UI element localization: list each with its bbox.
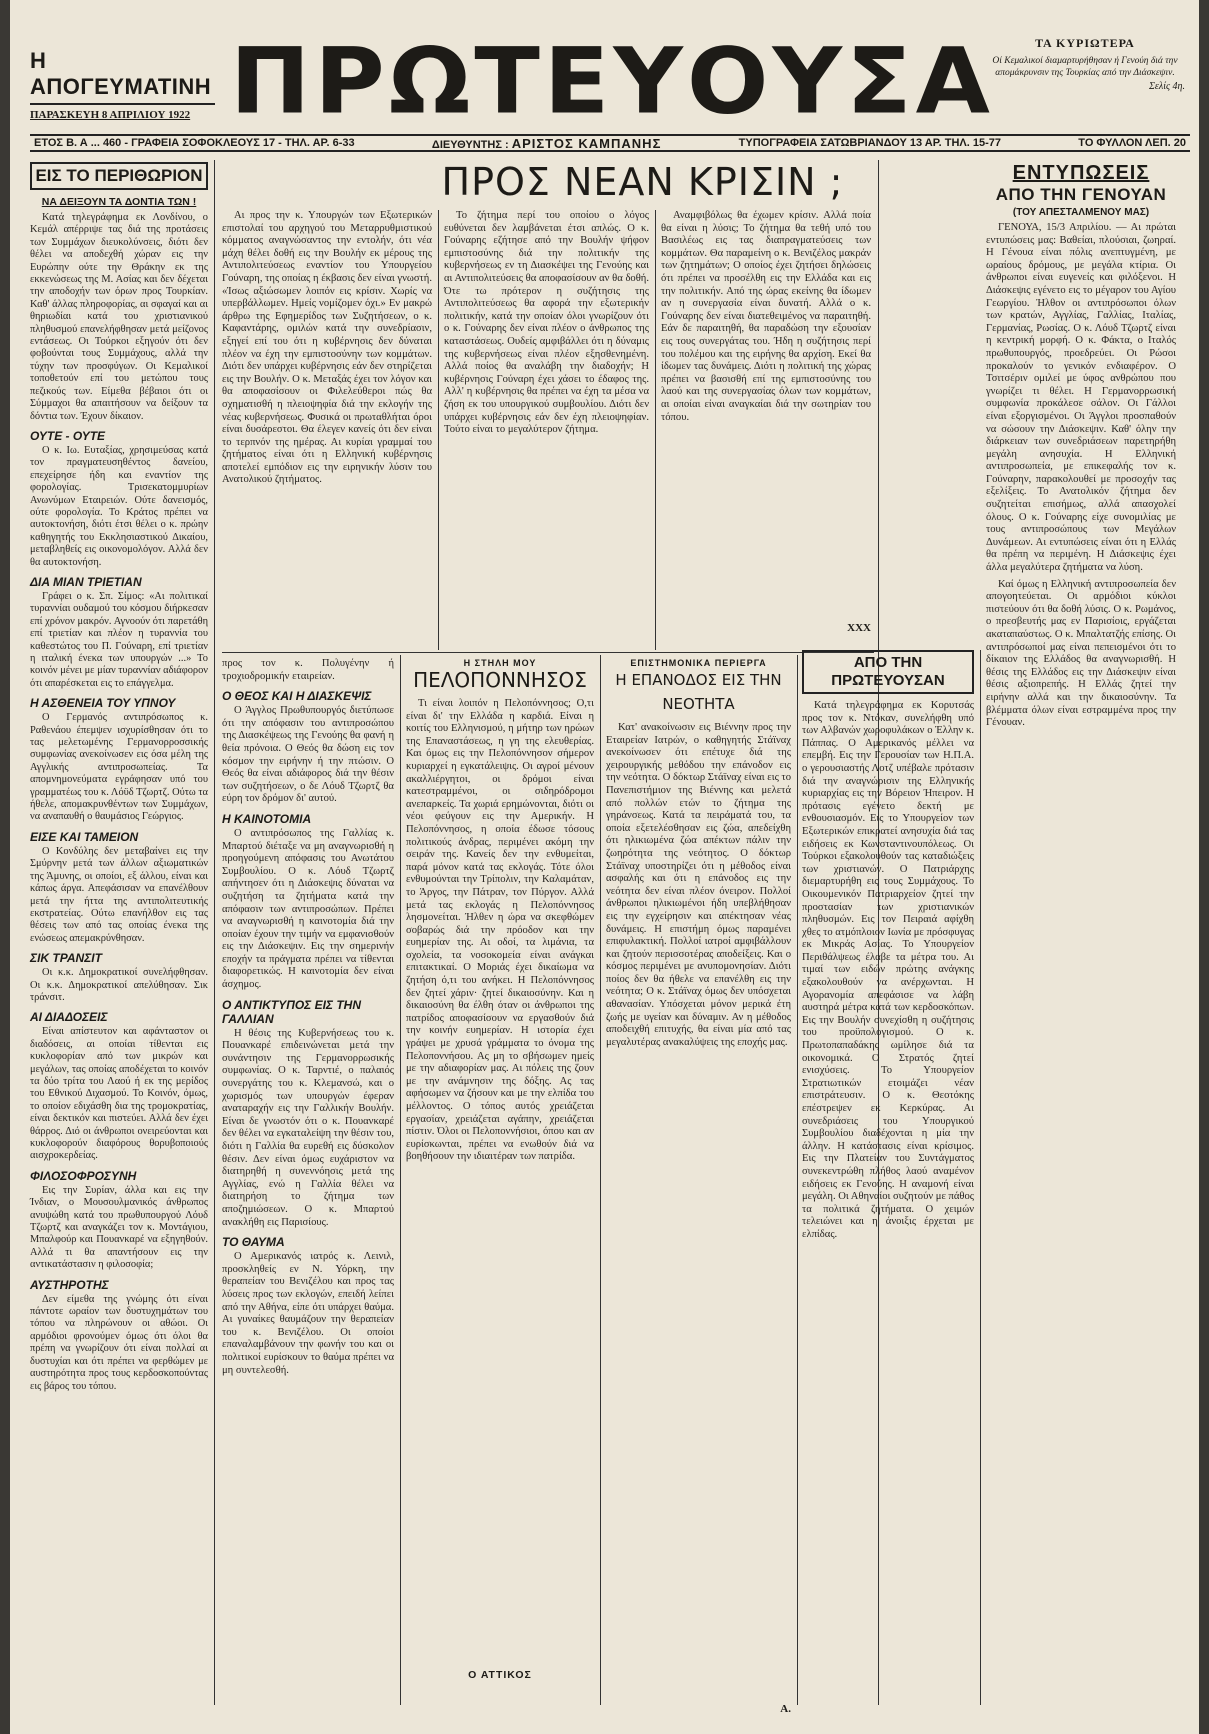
lower-item-2: Ο αντιπρόσωπος της Γαλλίας κ. Μπαρτού διέταξε να μη αναγνωρισθή η προηγούμενη απόφασις του Ανωτάτου Συμβουλίου. Ο κ. Λόυδ Τζωρτζ απήντησεν ότι η Διάσκεψις δύναται να συζητήση τα ζητήματα κατά την απόφασιν των αντιπροσώπων. Πρέπει να αναγνωρισθή η καινοτομία διά την οποίαν έχουν την τιμήν να εμφανισθούν εις την Διάσκεψιν. Εις την σημερινήν εποχήν τα πράγματα πρέπει να τίθενται διαφορετικώς. Η καινοτομία δεν είναι άσχημος. [222,827,394,991]
margin-column [30,162,208,1702]
margin-heading-4: Η ΑΣΘΕΝΕΙΑ ΤΟΥ ΥΠΝΟΥ [30,696,176,711]
impressions-text: ΓΕΝΟΥΑ, 15/3 Απριλίου. — Αι πρώται εντυπώσεις μας: Βαθείαι, πλούσιαι, ζωηραί. Η Γένουα είναι πόλις ανεπτυγμένη, με ωραίους δρόμους, με μεγάλα κτίρια. Οι άνθρωποι είναι ευγενείς και φιλόξενοι. Η Διάσκεψις εγένετο εις το μέγαρον του Αγίου Γεωργίου. Ήλθον οι αντιπρόσωποι όλων των κρατών, Αγγλίας, Γαλλίας, Ιταλίας, Γερμανίας, Ρωσίας. Ο κ. Λόυδ Τζωρτζ είναι η κεντρική μορφή. Ο κ. Φάκτα, ο Ιταλός πρωθυπουργός, προεδρεύει. Οι Ρώσοι προκαλούν το γενικόν ενδιαφέρον. Ο Τσιτσέριν ομιλεί με ύφος ανθρώπου που γνωρίζει τι θέλει. Η Γερμανορρωσική συμφωνία προκάλεσε σάλον. Οι Γάλλοι είναι εξοργισμένοι. Οι Άγγλοι προσπαθούν να σώσουν την Διάσκεψιν. Καθ' όλην την διάρκειαν των συνεδριάσεων παρετηρήθη μεγάλη ανησυχία. Η Ελληνική αντιπροσωπεία, με επικεφαλής τον κ. Γούναρην, παρακολουθεί με προσοχήν τας εξελίξεις. Το Ανατολικόν ζήτημα δεν συζητείται επισήμως, αλλά απασχολεί όλους. Ο κ. Γούναρης είχε συνομιλίας με τους αντιπροσώπους των Μεγάλων Δυνάμεων. Αι εντυπώσεις είναι ότι η Ελλάς θα πρέπη να περιμένη. Η Διάσκεψις έχει άλλα μεγαλύτερα ζητήματα να λύση. [986,222,1176,574]
lower-item-1: Ο Άγγλος Πρωθυπουργός διετύπωσε ότι την απόφασιν του αντιπροσώπου της Διασκέψεως της Γενούης θα φανή η θεία πρόνοια. Ο Θεός θα δώση εις τον κόσμον την ειρήνην ή την πτώσιν. Ο Θεός θα είναι αδιάφορος διά την θέσιν των συζητήσεων, ο δε Λόυδ Τζωρτζ θα εύρη τον δρόμον δι' αυτού. [222,705,394,805]
right-scan-border [1199,0,1209,1734]
column-rule [438,210,439,650]
margin-heading-8: ΦΙΛΟΣΟΦΡΟΣΥΝΗ [30,1168,137,1183]
latest-news-heading: ΤΑ ΚΥΡΙΩΤΕΡΑ [1035,36,1135,50]
lower-lead: προς τον κ. Πολυγένην ή τροχιοδρομικήν εταιρείαν. [222,658,394,682]
youth-title: Η ΕΠΑΝΟΔΟΣ ΕΙΣ ΤΗΝ ΝΕΟΤΗΤΑ [615,671,782,713]
column-rule [980,650,981,1705]
newspaper-title: ΠΡΩΤΕΥΟΥΣΑ [230,27,994,135]
lower-heading-1: Ο ΘΕΟΣ ΚΑΙ Η ΔΙΑΣΚΕΨΙΣ [222,689,372,704]
column-rule [600,655,601,1705]
column-rule [400,655,401,1705]
peloponnisos-text: Τι είναι λοιπόν η Πελοπόννησος; Ο,τι είναι δι' την Ελλάδα η καρδιά. Είναι η κοιτίς του Ελληνισμού, η μήτηρ των ηρώων της Επαναστάσεως, η γη της ελευθερίας. Και όμως εις την Πελοπόννησον σήμερον κυριαρχεί η εγκατάλειψις. Οι αγροί μένουν ακαλλιέργητοι, οι δρόμοι είναι κατεστραμμένοι, οι σιδηρόδρομοι ανεπαρκείς. Τα χωριά ερημώνονται, διότι οι νέοι φεύγουν εις την Αμερικήν. Η Πελοπόννησος, η οποία έδωσε τόσους πολιτικούς άνδρας, περιμένει ακόμη την σειράν της. Κανείς δεν την ενθυμείται, παρά μόνον κατά τας εκλογάς. Τότε όλοι ενθυμούνται την Τρίπολιν, την Καλαμάταν, το Άργος, την Πάτραν, τον Πύργον. Αλλά μετά τας εκλογάς η Πελοπόννησος λησμονείται. Ήλθεν η ώρα να σκεφθώμεν σοβαρώς διά την πρόοδον και την ευημερίαν της. Αι οδοί, τα λιμάνια, τα σχολεία, τα νοσοκομεία είναι ανάγκαι επιτακτικαί. Ο Μοριάς έχει δικαίωμα να ζητήση ό,τι του ανήκει. Η Πελοπόννησος δεν ζητεί χάριν· ζητεί δικαιοσύνην. Και η δικαιοσύνη θα έλθη όταν οι άνθρωποι της πατρίδος αποφασίσουν να εργασθούν διά την κοινήν ευημερίαν. Η ιστορία έχει γράψει με χρυσά γράμματα το όνομα της Πελοποννήσου. Ας μη το σβήσωμεν ημείς με την αδιαφορίαν μας. Αι πόλεις της ζουν με την ανάμνησιν της δόξης. Ας τας αφήσωμεν να ζήσουν και με την ελπίδα του μέλλοντος. Ο τόπος αυτός χρειάζεται εργασίαν, χρειάζεται αγάπην, χρειάζεται πίστιν. Όλοι οι Πελοποννήσιοι, όπου και αν ευρίσκωνται, πρέπει να ενωθούν διά να βοηθήσουν την ιδιαιτέραν των πατρίδα. [406,698,594,1163]
main-article-signature: ΧΧΧ [847,622,871,634]
edition-block [30,48,215,121]
latest-news-text: Οί Κεμαλικοί διαμαρτυρήθησαν ή Γενούη διά την απομάκρυνσιν της Τουρκίας από την Διάσκεψιν. [992,56,1178,78]
column-rule [797,655,798,1705]
edition-label: Η ΑΠΟΓΕΥΜΑΤΙΝΗ [30,48,215,105]
lower-item-3: Η θέσις της Κυβερνήσεως του κ. Πουανκαρέ επιδεινώνεται μετά την συνάντησιν της Γερμανορρωσικής συμφωνίας. Ο κ. Ταρντιέ, ο παλαιός συνεργάτης του κ. Κλεμανσώ, και ο χωρισμός των υπουργών έφεραν αναταραχήν εις την Γαλλικήν Βουλήν. Είναι δε γνωστόν ότι ο κ. Πουανκαρέ δεν θέλει να εγκαταλείψη την θέσιν του, διότι η Γαλλία θα ευρεθή εις δύσκολον θέσιν. Δεν είναι όμως ευχάριστον να διατηρηθή η συνεννόησις μετά της Αγγλίας, ενώ η Γαλλία θέλει να διατηρήση το ζήτημα των αποζημιώσεων. Ο κ. Μπαρτού ανακλήθη εις Παρισίους. [222,1027,394,1228]
lower-column [222,658,394,1703]
peloponnisos-article [406,658,594,1703]
capital-title: ΑΠΟ ΤΗΝ ΠΡΩΤΕΥΟΥΣΑΝ [802,650,974,694]
info-bar [30,134,1190,152]
margin-item-4: Ο Γερμανός αντιπρόσωπος κ. Ραθενάου έπεμψεν ισχυρίσθησαν ότι το τας μελετωμένης Γερμανορροσσικής συμφωνίας ανεκοίνωσεν εις όσα μέλη της Αγγλικής αντιπροσωπείας. Τα απομνημονεύματα εγράφησαν υπό του γραμματέως του κ. Λόϋδ Τζωρτζ. Ούτω τα ήθελε, απομακρυνθέντων των Συμμάχων, να αναπαυθή ο θαυμάσιος Γεώργιος. [30,712,208,823]
margin-sub: ΝΑ ΔΕΙΞΟΥΝ ΤΑ ΔΟΝΤΙΑ ΤΩΝ ! [41,196,197,208]
impressions-subtitle: ΑΠΟ ΤΗΝ ΓΕΝΟΥΑΝ [995,185,1167,204]
info-left: ΕΤΟΣ Β. Α ... 460 - ΓΡΑΦΕΙΑ ΣΟΦΟΚΛΕΟΥΣ 17 - ΤΗΛ. ΑΡ. 6-33 [34,137,355,149]
impressions-column [986,162,1176,1702]
capital-column [802,650,974,1705]
peloponnisos-title: ΠΕΛΟΠΟΝΝΗΣΟΣ [413,668,587,692]
main-article-part-2: Το ζήτημα περί του οποίου ο λόγος ευθύνεται δεν λαμβάνεται έτσι απλώς. Ο κ. Γούναρης εζήτησε από την Βουλήν ψήφον εμπιστοσύνης διά την πολιτικήν της κυβερνήσεως εν τη Διασκέψει της Γενούης και αι Αντιπολιτεύσεις θα αποφασίσουν αν θα δοθή. Ότε τω πρότερον η συζήτησις της Αντιπολιτεύσεως θα αφορά την εξωτερικήν πολιτικήν, κατά την οποίαν όλοι γνωρίζουν ότι ο κ. Γούναρης δεν είναι πλέον ο άνθρωπος της καταστάσεως. Ουδείς αμφιβάλλει ότι η δύναμις της κυβερνήσεως είναι πλέον εξησθενημένη. Αλλά ποίος θα αναλάβη την διαδοχήν; Η κυβέρνησις Γούναρη έχει χάσει το έδαφος της. Αλλ' η κυβέρνησις θα πρέπει να έχη τα μέσα να ζήση εκ του υπουργικού συμβουλίου. Διότι δεν υπάρχει κυβέρνησις εάν δεν έχη πλειοψηφίαν. Τούτο είναι το μεγαλύτερον ζήτημα. [444,210,649,436]
lower-item-4: Ο Αμερικανός ιατρός κ. Λεινιλ, προσκληθείς εν Ν. Υόρκη, την θεραπείαν του Βενιζέλου και προς τας λύσεις προς των εκλογών, επειδή λείπει από την Αθήνα, είπε ότι υπάρχει θαύμα. Αι γυναίκες θαυμάζουν την θεραπείαν του κ. Βενιζέλου. Οι οποίοι επαναλαμβάνουν την φωνήν του και οι πολιτικοί ευρίσκουν το θαύμα πρέπει να μη συντελεσθή. [222,1251,394,1376]
margin-item-3: Γράφει ο κ. Σπ. Σίμος: «Αι πολιτικαί τυραννίαι ουδαμού του κόσμου διήρκεσαν επί χρόνον μακρόν. Αγνοούν ότι παρετάθη επί τριετίαν και πλέον η τυραννία του καθεστώτος του Π. Γούναρη, επί τριετίαν η ιταλική ένεκα των υπουργών ...» Το κοινόν μένει με μίαν τυραννίαν αδιάφορον ότι απαρέσκεται εις το επάγγελμα. [30,590,208,689]
main-article-part-3: Αναμφιβόλως θα έχωμεν κρίσιν. Αλλά ποία θα είναι η λύσις; Το ζήτημα θα τεθή υπό του Βασιλέως εις τας διαπραγματεύσεις των κομμάτων. Θα παραμείνη ο κ. Βενιζέλος μακράν των ζητημάτων; Ο οποίος έχει ζητήσει δηλώσεις ότι πρέπει να προσέλθη εις την Ελλάδα και εις την πολιτικήν. Από της ώρας εκείνης θα ίδωμεν αν η συνεργασία είναι δυνατή. Αλλά ο κ. Γούναρης δεν είναι διατεθειμένος να παραιτηθή. Εάν δε παραιτηθή, θα παραδώση την εξουσίαν εις τους συνεργάτας του. Ήδη η συζήτησις περί του πολέμου και της ειρήνης θα αρχίση. Εκεί θα ίδωμεν τας δυνάμεις. Διότι η πολιτική της χώρας πρέπει να βασισθή επί της εμπιστοσύνης του λαού και της συνεργασίας όλων των κομμάτων, αι οποίαι είναι αναγκαίαι διά την σωτηρίαν του τόπου. [661,210,871,423]
latest-news-box [985,36,1185,92]
margin-heading-7: ΑΙ ΔΙΑΔΟΣΕΙΣ [30,1010,108,1025]
lower-heading-2: Η ΚΑΙΝΟΤΟΜΙΑ [222,811,312,826]
youth-article [606,658,791,1715]
main-article-col-1 [222,210,432,648]
peloponnisos-signature: Ο ΑΤΤΙΚΟΣ [468,1669,532,1681]
margin-item-7: Είναι απίστευτον και αφάνταστον οι διαδόσεις, αι οποίαι τίθενται εις κυκλοφορίαν από των μικρών και μεγάλων, τας οποίας αποδέχεται το κοινόν τα δύο τρίτα του Λαού ή εκ της μερίδος του Εθνικού Διχασμού. Το Κοινόν, όμως, το οποίον εδιχάσθη δια της τρομοκρατίας, είναι δεκτικόν και πιστεύει. Αλλά δεν έχει θάρρος. Διό οι άνθρωποι ονειρεύονται και κυκλοφορούν διαφόρους θορυβοποιούς αισχροκερδείας. [30,1026,208,1162]
price: ΤΟ ΦΥΛΛΟΝ ΛΕΠ. 20 [1078,137,1186,149]
main-article-col-2 [444,210,649,648]
youth-kicker: ΕΠΙΣΤΗΜΟΝΙΚΑ ΠΕΡΙΕΡΓΑ [630,658,767,668]
margin-item-9: Δεν είμεθα της γνώμης ότι είναι πάντοτε ωραίον των δυστυχημάτων του τόπου να πληρώνουν οι αθώοι. Οι αρμόδιοι φρονούμεν όμως ότι όλοι θα πρέπη να γνωρίζουν ότι είναι πολλαί αι δυστυχίαι και ότι πρέπει να φερθώμεν με αυστηρότητα προς τους κερδοσκοπούντας εις βάρος του τόπου. [30,1293,208,1392]
impressions-byline: (ΤΟΥ ΑΠΕΣΤΑΛΜΕΝΟΥ ΜΑΣ) [1012,207,1150,218]
impressions-title: ΕΝΤΥΠΩΣΕΙΣ [1012,162,1150,184]
margin-heading-3: ΔΙΑ ΜΙΑΝ ΤΡΙΕΤΙΑΝ [30,574,142,589]
director-block [432,136,661,151]
margin-heading-6: ΣΙΚ ΤΡΑΝΣΙΤ [30,951,102,966]
main-article-col-3 [661,210,871,650]
info-right: ΤΥΠΟΓΡΑΦΕΙΑ ΣΑΤΩΒΡΙΑΝΔΟΥ 13 ΑΡ. ΤΗΛ. 15-77 [738,137,1001,149]
margin-item-2: Ο κ. Ιω. Ευταξίας, χρησιμεύσας κατά τον πραγματευσηθέντος δανείου, επεχείρησε ήδη και εναντίον της φορολογίας. Τρισεκατομμυρίων Ανωνύμων Εταιρειών. Ούτε δανεισμός, ούτε φορολογία. Το Κράτος πρέπει να αυτοκτονήση, διότι έτσι θέλει ο κ. πρώην καθηγητής του Εκκλησιαστικού Δικαίου, μεταβληθείς εις οικονομολόγον. Αλλά δεν θα αυτοκτονήση. [30,444,208,568]
margin-item-1: Κατά τηλεγράφημα εκ Λονδίνου, ο Κεμάλ απέρριψε τας διά της προτάσεις των Συμμάχων διευκολύνσεις, διότι δεν θέλει να αποδεχθή χώραν εις την Ευρώπην ούτε την Θράκην εκ της εκκενώσεως της Μ. Ασίας και δεν δέχεται την αποδοχήν των όρων προς Τουρκίαν. Καθ' άλλας πληροφορίας, αι σφαγαί και αι θηριωδίαι κατά του χριστιανικού πληθυσμού επανελήφθησαν μετά μείζονος εντάσεως. Οι Τούρκοι εξηγούν ότι δεν φοβούνται τους Συμμάχους, αλλά την τύχην των προσφύγων. Οι Κεμαλικοί τοποθετούν επί του μετώπου τους πεζικούς των. Είμεθα βέβαιοι ότι οι Σύμμαχοι θα απαιτήσουν να δείξουν τα δόντια των. Έχουν δίκαιον. [30,212,208,422]
director-name: ΑΡΙΣΤΟΣ ΚΑΜΠΑΝΗΣ [511,135,662,151]
youth-signature: Α. [780,1703,791,1715]
column-rule [655,210,656,650]
peloponnisos-kicker: Η ΣΤΗΛΗ ΜΟΥ [463,658,537,668]
impressions-text-2: Καί όμως η Ελληνική αντιπροσωπεία δεν απογοητεύεται. Οι αρμόδιοι κύκλοι πιστεύουν ότι θα δοθή λύσις. Ο κ. Ρωμάνος, ο πρεσβευτής μας εν Παρισίοις, εργάζεται ακαταπαύστως. Ο κ. Μπαλτατζής επίσης. Οι αντιπρόσωποί μας είναι πεπεισμένοι ότι το δίκαιον της Ελλάδος θα αναγνωρισθή. Η θέσις της Ελλάδος εις την Διάσκεψιν είναι θέσις αξιοπρεπής. Η Ελλάς ζητεί την ειρήνην αλλά και την δικαιοσύνην. Τα βλέμματα όλων είναι εστραμμένα προς την Γένουαν. [986,578,1176,729]
margin-column-title: ΕΙΣ ΤΟ ΠΕΡΙΘΩΡΙΟΝ [30,162,208,190]
margin-item-6: Οι κ.κ. Δημοκρατικοί συνελήφθησαν. Οι κ.κ. Δημοκρατικοί απελύθησαν. Σικ τράνσιτ. [30,967,208,1003]
left-scan-border [0,0,10,1734]
margin-heading-2: ΟΥΤΕ - ΟΥΤΕ [30,428,106,443]
margin-item-8: Εις την Συρίαν, άλλα και εις την Ίνδιαν, ο Μουσουλμανικός άνθρωπος ανυψώθη κατά του πρωθυπουργού Λόυδ Τζωρτζ και αναγκάζει τον κ. Μοντάγιου, Μπαλφούρ και Πουανκαρέ να εξηγηθούν. Αλλά τι θα απαντήσουν εις την αντικατάστασιν η φιλοσοφία; [30,1184,208,1271]
margin-heading-9: ΑΥΣΤΗΡΟΤΗΣ [30,1277,109,1292]
section-rule [222,652,874,653]
latest-news-page: Σελίς 4η. [1148,81,1185,92]
main-article-part-1: Αι προς την κ. Υπουργών των Εξωτερικών επιστολαί του αρχηγού του Μεταρρυθμιστικού κόμματος αναγνώσαντος την εντολήν, ότι νέα μάχη θέλει δοθή εις την Βουλήν εκ μέρους της Αντιπολιτεύσεως εναντίον του Υπουργείου Γούναρη, της οποίας η έκβασις δεν είναι γνωστή. «Ίσως αξιώσωμεν λοιπόν εις κρίσιν. Χωρίς να υπερβάλλωμεν. Ημείς νομίζομεν όχι.» Εν μακρώ άρθρω της Εφημερίδος των Συζητήσεων, ο κ. Καφαντάρης, ομιλών κατά την συνεδρίασιν, εξηγεί επί του ότι η κυβέρνησις δεν δύναται πλέον να έχη την εμπιστοσύνην των κομμάτων. Διότι δεν υπάρχει κυβέρνησις εάν δεν στηρίζεται εις την Βουλήν. Ο κ. Μεταξάς έχει τον λόγον και θα αποφασίσουν οι Φιλελεύθεροι πώς θα σχηματισθή η πλειοψηφία διά την εκλογήν της νέας κυβερνήσεως. Φυσικά οι πρωταθλήται όροι είναι δυσάρεστοι. Θα έλεγεν κανείς ότι δεν είναι το τερπνόν της ημέρας. Αι κυρίαι γραμμαί του ζητήματος είναι ότι η Ελληνική κυβέρνησις αποτελεί εμπόδιον εις την ειρηνικήν λύσιν του Ανατολικού ζητήματος. [222,210,432,486]
margin-item-5: Ο Κονδύλης δεν μεταβαίνει εις την Σμύρνην μετά των άλλων αξιωματικών της Άμυνης, οι οποίοι, εξ άλλου, είναι και κάπως άργα. Απεφάσισαν να επανέλθουν μετά την ήττα της αντιπολιτευτικής εκστρατείας. Ούτω επανήλθον εις τας θέσεις των από τας οποίας ένεκα της ενώσεως απεμακρύνθησαν. [30,845,208,944]
main-headline: ΠΡΟΣ ΝΕΑΝ ΚΡΙΣΙΝ ; [441,160,844,204]
youth-text: Κατ' ανακοίνωσιν εις Βιέννην προς την Εταιρείαν Ιατρών, ο καθηγητής Στάϊναχ ανεκοίνωσεν ότι επέτυχε διά της χειρουργικής μεθόδου την επάνοδον εις την νεότητα. Ο δόκτωρ Στάϊναχ είναι εις το Πανεπιστήμιον της Βιέννης και μελετά από πολλών ετών το ζήτημα της γηράνσεως. Κατά τα πειράματά του, τα οποία εξετελέσθησαν εις ζώα, απεδείχθη ότι ηλικιωμένα ζώα απέκτων πάλιν την ζωηρότητα της νεότητος. Ο δόκτωρ Στάϊναχ υποστηρίζει ότι η μέθοδος είναι ασφαλής και ότι η επάνοδος εις την νεότητα δεν είναι πλέον όνειρον. Πολλοί άνθρωποι ηλικιωμένοι ήδη υπεβλήθησαν εις την εγχείρησιν και απέκτησαν νέας δυνάμεις. Η επιστήμη όμως παραμένει επιφυλακτική. Πολλοί ιατροί αμφιβάλλουν και ζητούν περισσοτέρας αποδείξεις. Και ο κόσμος περιμένει με ανυπομονησίαν. Διότι ποίος δεν θα ήθελε να επανέλθη εις την νεότητα; Ο κ. Στάϊναχ όμως δεν υπόσχεται αθανασίαν. Υπόσχεται μόνον μερικά έτη ζωής με υγείαν και δύναμιν. Αν η μέθοδος αποδειχθή επιτυχής, θα είναι μία από τας μεγαλυτέρας ανακαλύψεις της εποχής μας. [606,722,791,1048]
lower-heading-3: Ο ΑΝΤΙΚΤΥΠΟΣ ΕΙΣ ΤΗΝ ΓΑΛΛΙΑΝ [222,997,362,1026]
director-label: ΔΙΕΥΘΥΝΤΗΣ : [431,138,509,151]
margin-heading-5: ΕΙΣΕ ΚΑΙ ΤΑΜΕΙΟΝ [30,829,139,844]
issue-date: ΠΑΡΑΣΚΕΥΗ 8 ΑΠΡΙΛΙΟΥ 1922 [30,109,191,121]
column-rule [214,160,215,1705]
lower-heading-4: ΤΟ ΘΑΥΜΑ [222,1235,285,1250]
capital-text: Κατά τηλεγράφημα εκ Κορυτσάς προς τον κ. Ντόκαν, συνελήφθη υπό των Αλβανών χωροφυλάκων ο Έλλην κ. Πάππας. Ο Αμερικανός μέλλει να επεμβή. Εις την Γερουσίαν των Η.Π.Α. ο γερουσιαστής Λοτζ υπέβαλε πρότασιν διά την αναγνώρισιν της Ελληνικής κυριαρχίας εις την Βόρειον Ήπειρον. Η πρότασις εγένετο δεκτή με ενθουσιασμόν. Εις το Υπουργείον των Εξωτερικών επικρατεί ανησυχία διά τας ειδήσεις εκ Κωνσταντινουπόλεως. Οι Τούρκοι εξακολουθούν τας καταδιώξεις των χριστιανών. Ο Πατριάρχης διεμαρτυρήθη εις τους Συμμάχους. Το Οικουμενικόν Πατριαρχείον ζητεί την προστασίαν των χριστιανικών πληθυσμών. Εις τον Πειραιά αφίχθη χθες το ατμόπλοιον Ιωνία με πρόσφυγας εκ Μικράς Ασίας. Το Υπουργείον Περιθάλψεως έλαβε τα μέτρα του. Αι τιμαί των ειδών πρώτης ανάγκης εξακολουθούν να ανέρχωνται. Η Αγορανομία απεφάσισε να λάβη αυστηρά μέτρα κατά των κερδοσκόπων. Εις την Βουλήν συνεχίσθη η συζήτησις του προϋπολογισμού. Ο κ. Πρωτοπαπαδάκης ωμίλησε διά τα οικονομικά. Ο Στρατός ζητεί ενισχύσεις. Το Υπουργείον Στρατιωτικών ετοιμάζει νέαν επιστράτευσιν. Ο κ. Θεοτόκης επέστρεψεν εκ Κερκύρας. Αι συνεδριάσεις του Υπουργικού Συμβουλίου διαδέχονται η μία την άλλην. Η κατάστασις είναι κρίσιμος. Εις την Πλατείαν του Συντάγματος συνεκεντρώθη πλήθος λαού αναμένον ειδήσεις εκ Γενούης. Η αναμονή είναι μεγάλη. Οι Αθηναίοι συζητούν με πάθος τα πολιτικά ζητήματα. Ο χειμών τελειώνει και η άνοιξις έρχεται με ελπίδας. [802,700,975,1240]
